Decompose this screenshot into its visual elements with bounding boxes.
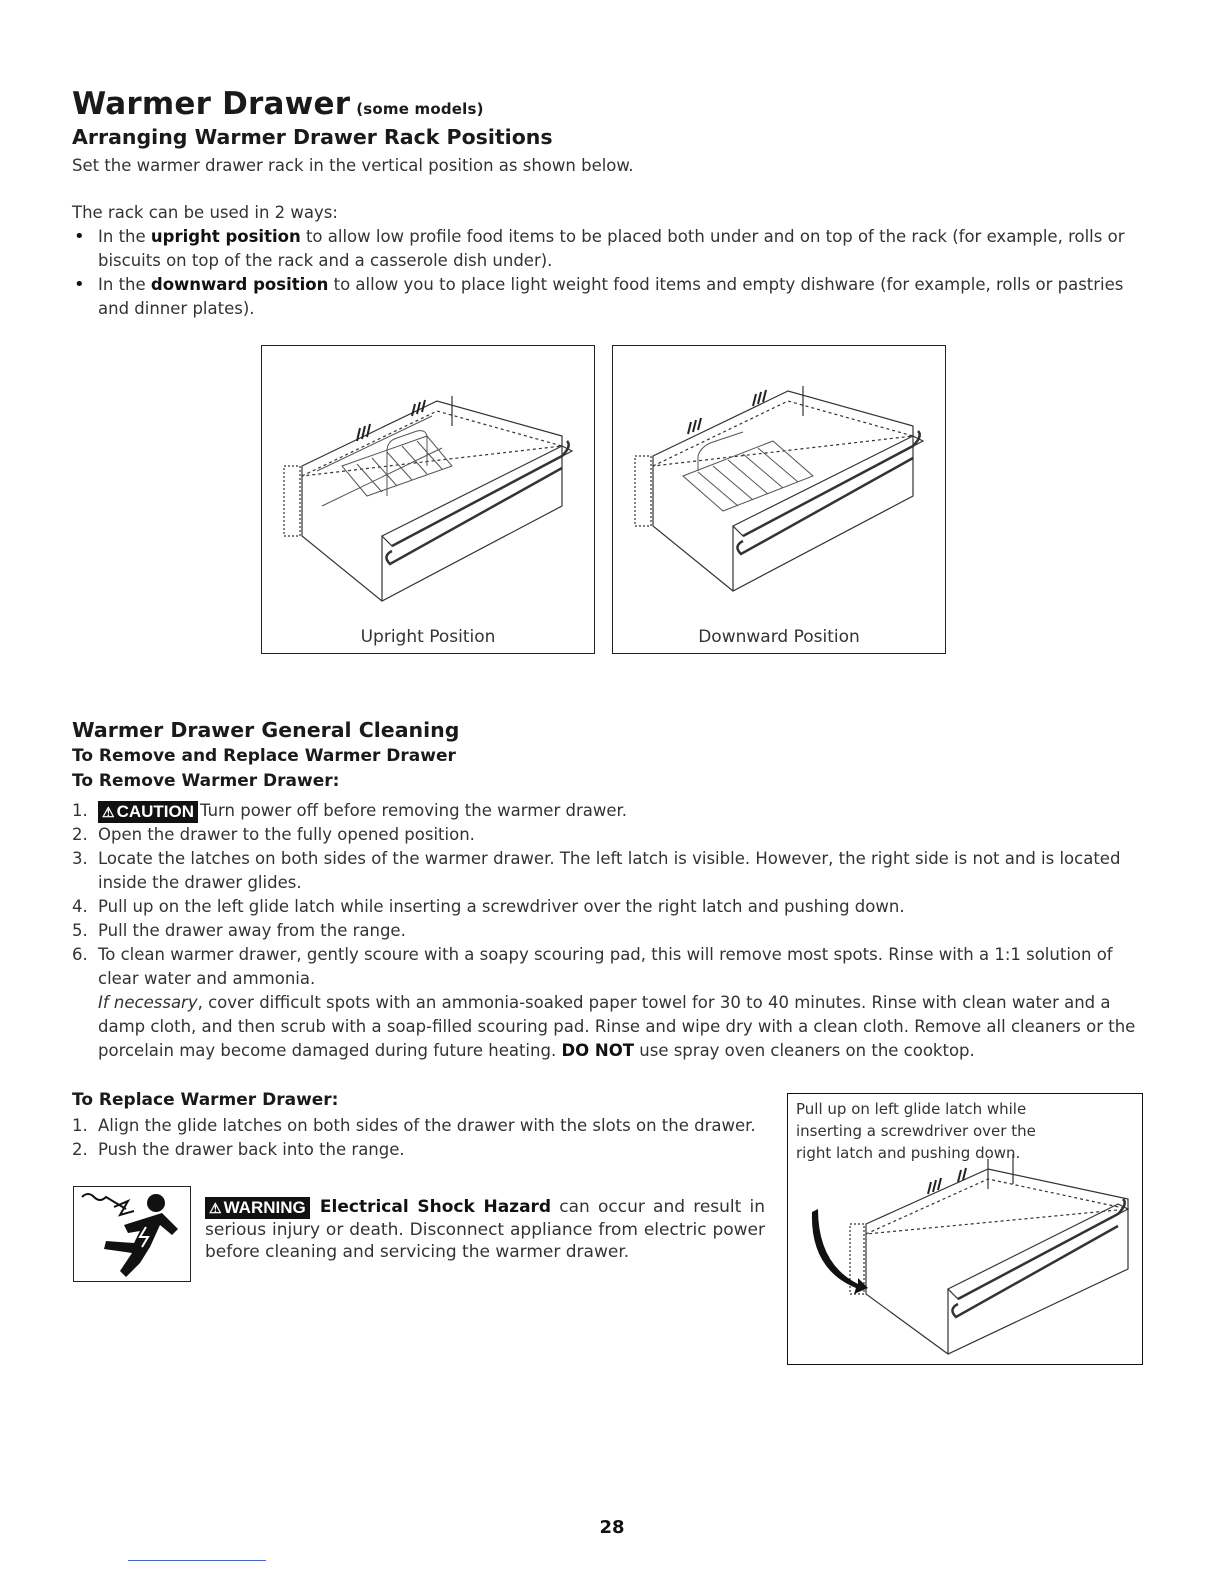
step-text: Push the drawer back into the range. [98,1140,405,1159]
list-item [72,1138,772,1162]
step-number: 3. [72,849,88,868]
cleaning-section-heading: Warmer Drawer General Cleaning [72,718,460,742]
step-number: 1. [72,1116,88,1135]
list-item [72,823,1147,847]
step-text: Turn power off before removing the warmer drawer. [200,801,628,820]
warning-bold: Electrical Shock Hazard [319,1197,552,1217]
bullet-prefix: In the [98,275,151,294]
list-item [72,919,1147,943]
bullet-prefix: In the [98,227,151,246]
warning-message [205,1196,765,1263]
step-text: Locate the latches on both sides of the warmer drawer. The left latch is visible. However, the right side is not and is located inside the drawer glides. [98,849,1121,892]
list-item [72,273,1147,321]
bullet-text: to allow low profile food items to be placed both under and on top of the rack (for example, rolls or biscuits on top of the rack and a casserole dish under). [98,227,1125,270]
page-number: 28 [599,1517,625,1538]
warning-badge [205,1197,310,1219]
list-item [72,799,1147,823]
page-title [72,86,484,122]
bullet-text: to allow you to place light weight food items and empty dishware (for example, rolls or pastries and dinner plates). [98,275,1124,318]
list-item [72,847,1147,895]
step-number: 6. [72,945,88,964]
drawer-upright-illustration [262,346,594,616]
drawer-downward-illustration [613,346,945,616]
rack-section-heading: Arranging Warmer Drawer Rack Positions [72,125,553,149]
electrical-shock-pictogram [73,1186,191,1282]
rack-usage-list [72,225,1147,321]
do-not-bold: DO NOT [561,1041,635,1060]
step-number: 2. [72,825,88,844]
footer-rule [128,1560,266,1561]
remove-drawer-heading: To Remove Warmer Drawer: [72,771,340,791]
warning-label: WARNING [223,1198,306,1217]
step-text: Pull the drawer away from the range. [98,921,406,940]
page-title-note: (some models) [356,100,484,118]
rack-intro: Set the warmer drawer rack in the vertical position as shown below. [72,156,634,175]
drawer-latch-illustration [788,1154,1142,1362]
remove-replace-subheading: To Remove and Replace Warmer Drawer [72,746,456,766]
do-not-text: use spray oven cleaners on the cooktop. [634,1041,975,1060]
step-number: 2. [72,1140,88,1159]
alert-triangle-icon: ⚠ [102,804,115,820]
figure-downward [612,345,946,654]
electrical-shock-icon [74,1187,190,1281]
step-number: 1. [72,801,88,820]
arrow-icon [812,1209,868,1294]
step-number: 5. [72,921,88,940]
figure-caption-upright: Upright Position [360,627,496,647]
list-item [72,895,1147,919]
step-number: 4. [72,897,88,916]
figure-upright [261,345,595,654]
callout-figure [787,1093,1143,1365]
list-item [72,1114,772,1138]
step-text: Align the glide latches on both sides of the drawer with the slots on the drawer. [98,1116,756,1135]
step-text: To clean warmer drawer, gently scoure with a soapy scouring pad, this will remove most spots. Rinse with a 1:1 solution of clear water and ammonia. [98,945,1113,988]
list-item [72,943,1147,991]
if-necessary-text: , cover difficult spots with an ammonia-soaked paper towel for 30 to 40 minutes. Rinse with clean water and a damp cloth, and then scrub with a soap-filled scouring pad. Rinse and wipe dry with a clean cloth. Remove all cleaners or the porcelain may become damaged during future heating. [98,993,1136,1060]
alert-triangle-icon: ⚠ [209,1200,222,1216]
warning-text: can occur and result in serious injury or death. Disconnect appliance from electric power before cleaning and servicing the warmer drawer. [205,1197,765,1262]
bullet-bold: upright position [150,227,301,246]
bullet-bold: downward position [150,275,329,294]
list-item [72,225,1147,273]
if-necessary-italic: If necessary [98,993,198,1012]
step-text: Open the drawer to the fully opened position. [98,825,475,844]
step-text: Pull up on the left glide latch while inserting a screwdriver over the right latch and pushing down. [98,897,905,916]
caution-label: CAUTION [116,802,195,821]
replace-drawer-heading: To Replace Warmer Drawer: [72,1090,339,1110]
page-title-text: Warmer Drawer [72,86,351,122]
replace-steps-list [72,1114,772,1162]
rack-ways-intro: The rack can be used in 2 ways: [72,203,338,222]
caution-badge [98,801,198,823]
figure-caption-downward: Downward Position [698,627,860,647]
callout-text: Pull up on left glide latch while inserting a screwdriver over the right latch and pushing down. [796,1100,1036,1162]
list-item [72,991,1147,1063]
remove-steps-list [72,799,1147,1063]
